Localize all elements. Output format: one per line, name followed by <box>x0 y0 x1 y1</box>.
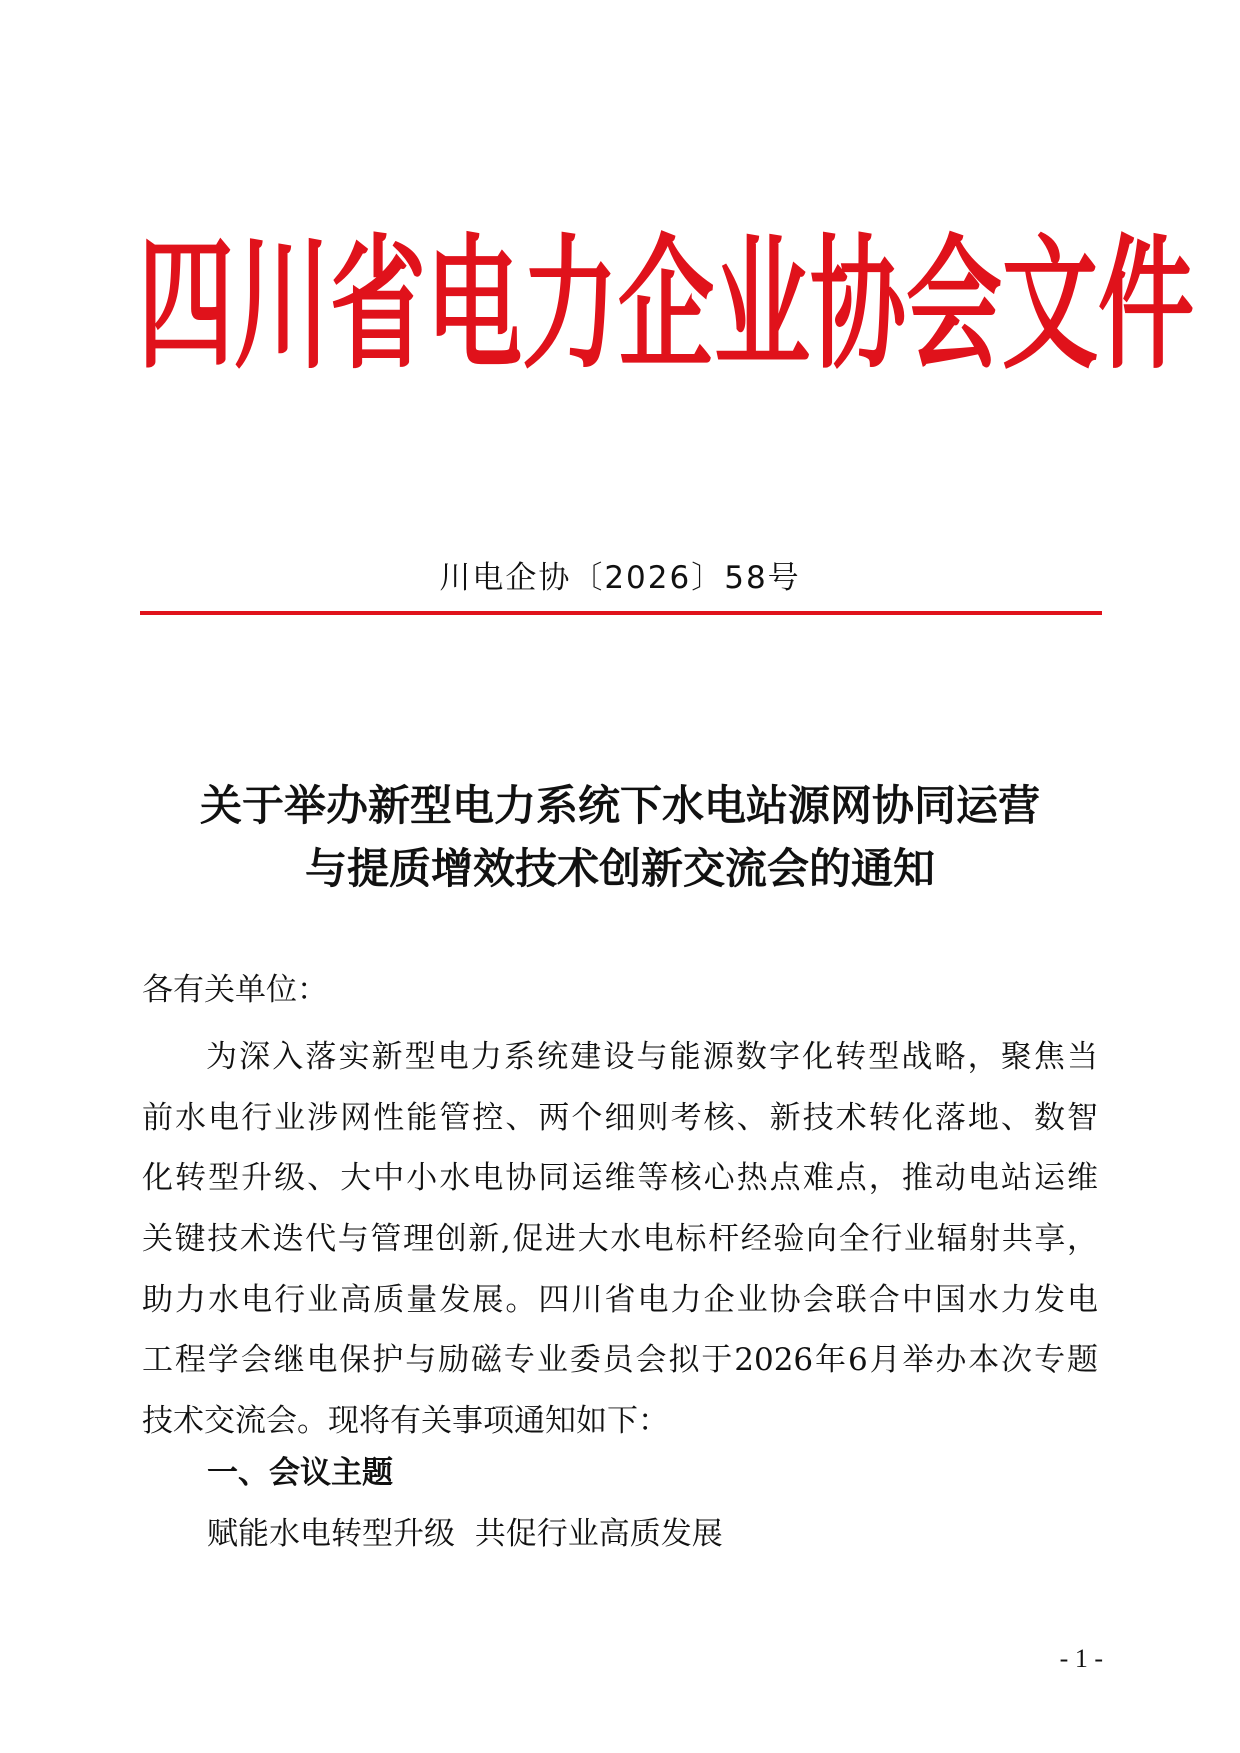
paragraph-line: 化转型升级、大中小水电协同运维等核心热点难点，推动电站运维 <box>142 1160 1098 1197</box>
notice-title-line-2: 与提质增效技术创新交流会的通知 <box>304 844 935 893</box>
salutation: 各有关单位： <box>142 972 328 1008</box>
paragraph-line: 技术交流会。现将有关事项通知如下： <box>142 1403 669 1440</box>
paragraph-line: 助力水电行业高质量发展。四川省电力企业协会联合中国水力发电 <box>142 1281 1098 1318</box>
paragraph-line: 关键技术迭代与管理创新,促进大水电标杆经验向全行业辐射共享， <box>142 1221 1098 1258</box>
meeting-theme-text: 赋能水电转型升级 共促行业高质发展 <box>207 1516 723 1552</box>
section-heading-meeting-theme: 一、会议主题 <box>207 1455 393 1491</box>
document-number: 川电企协〔2026〕58号 <box>439 560 801 596</box>
masthead-title: 四川省电力企业协会文件 <box>138 219 1194 389</box>
red-divider-line <box>140 611 1102 615</box>
paragraph-line: 工程学会继电保护与励磁专业委员会拟于2026年6月举办本次专题 <box>142 1342 1098 1379</box>
paragraph-line: 前水电行业涉网性能管控、两个细则考核、新技术转化落地、数智 <box>142 1099 1098 1136</box>
intro-paragraph <box>142 1027 1098 1452</box>
page-number: - 1 - <box>1059 1644 1103 1673</box>
notice-title-line-1: 关于举办新型电力系统下水电站源网协同运营 <box>199 781 1040 830</box>
document-masthead <box>138 219 1194 389</box>
notice-title <box>120 774 1120 900</box>
paragraph-line: 为深入落实新型电力系统建设与能源数字化转型战略，聚焦当 <box>206 1039 1098 1075</box>
